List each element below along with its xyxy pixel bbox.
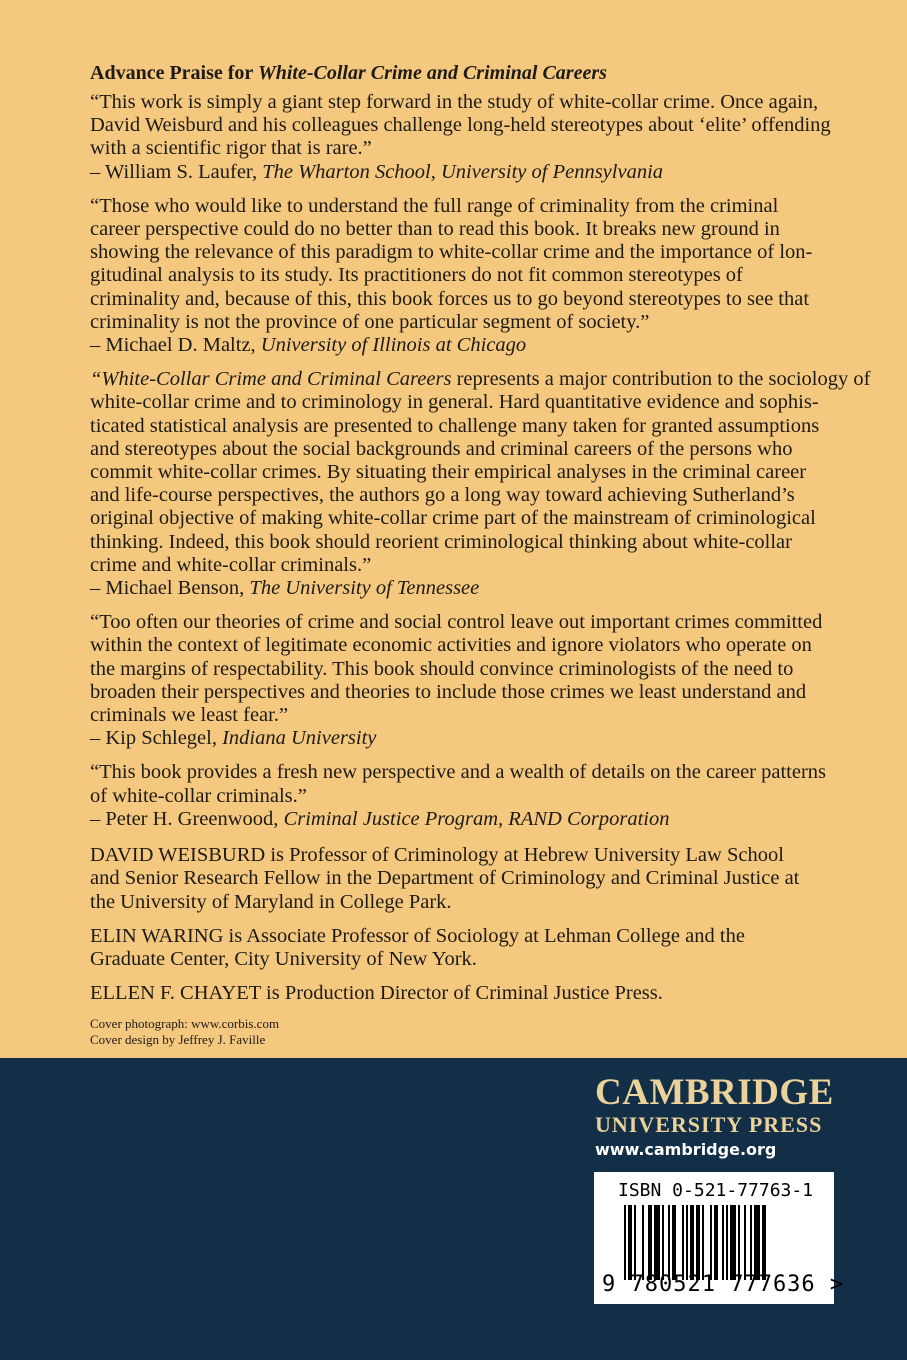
credits — [90, 1016, 890, 1048]
barcode-bar — [702, 1205, 704, 1280]
author-bio — [90, 925, 890, 971]
quote-line: commit white-collar crimes. By situating their empirical analyses in the criminal career — [90, 461, 807, 484]
barcode-bar — [744, 1205, 746, 1280]
quote-line: white-collar crime and to criminology in general. Hard quantitative evidence and sophis- — [90, 391, 819, 414]
quote-line: career perspective could do no better than to read this book. It breaks new ground in — [90, 218, 780, 241]
quote-line: “This work is simply a giant step forward in the study of white-collar crime. Once again, — [90, 91, 819, 113]
quote-line: ticated statistical analysis are presented to challenge many taken for granted assumptions — [90, 414, 820, 437]
quote-line: with a scientific rigor that is rare.” — [90, 137, 372, 160]
quote-line — [90, 368, 890, 391]
quote-line: of white-collar criminals.” — [90, 784, 307, 807]
attribution-affiliation: Indiana University — [222, 727, 377, 750]
quote-line: thinking. Indeed, this book should reorient criminological thinking about white-collar — [90, 530, 792, 553]
bio-line: ELLEN F. CHAYET is Production Director of Criminal Justice Press. — [90, 982, 663, 1005]
attribution-affiliation: The Wharton School, University of Pennsylvania — [262, 160, 664, 183]
barcode-bar — [762, 1205, 766, 1280]
attribution-name: – Kip Schlegel, — [90, 727, 223, 750]
bio-line: ELIN WARING is Associate Professor of Sociology at Lehman College and the — [90, 924, 745, 947]
quote-line: within the context of legitimate economic activities and ignore violators who operate on — [90, 634, 812, 657]
quote-line: original objective of making white-collar crime part of the mainstream of criminological — [90, 507, 816, 530]
barcode-bar — [672, 1205, 676, 1280]
quote-line: and life-course perspectives, the authors go a long way toward achieving Sutherland’s — [90, 484, 795, 507]
design-credit: Cover design by Jeffrey J. Faville — [90, 1032, 266, 1048]
attribution-affiliation: Criminal Justice Program, RAND Corporation — [283, 807, 670, 830]
bio-line: Graduate Center, City University of New York. — [90, 947, 477, 970]
isbn-label: ISBN 0-521-77763-1 — [618, 1180, 814, 1201]
bio-line: DAVID WEISBURD is Professor of Criminology at Hebrew University Law School — [90, 844, 784, 867]
barcode-bar — [654, 1205, 660, 1280]
attribution-name: – William S. Laufer, — [90, 160, 263, 183]
publisher-sub: UNIVERSITY PRESS — [595, 1112, 823, 1137]
attribution-affiliation: The University of Tennessee — [249, 577, 480, 600]
quote-line: “This book provides a fresh new perspective and a wealth of details on the career patterns — [90, 761, 827, 784]
barcode-bar — [686, 1205, 688, 1280]
barcode-box — [594, 1172, 845, 1304]
quote-attribution — [90, 577, 890, 600]
attribution-name: – Michael Benson, — [90, 577, 250, 600]
author-bio — [90, 844, 890, 914]
praise-quote — [90, 761, 890, 831]
barcode-bar — [624, 1205, 626, 1280]
quote-title-italic: “White-Collar Crime and Criminal Careers — [90, 368, 452, 391]
barcode-bar — [690, 1205, 694, 1280]
bio-line: and Senior Research Fellow in the Department of Criminology and Criminal Justice at — [90, 867, 800, 890]
praise-quote — [90, 91, 890, 184]
barcode-bar — [634, 1205, 636, 1280]
praise-quote — [90, 195, 890, 357]
quote-attribution — [90, 161, 890, 184]
barcode-bar — [628, 1205, 632, 1280]
quote-line: broaden their perspectives and theories to include those crimes we least understand and — [90, 680, 807, 703]
barcode-bar — [730, 1205, 736, 1280]
photo-credit: Cover photograph: www.corbis.com — [90, 1016, 280, 1032]
quote-line: showing the relevance of this paradigm to white-collar crime and the importance of lon- — [90, 241, 813, 264]
barcode-bar — [668, 1205, 670, 1280]
quote-text: represents a major contribution to the sociology of — [451, 368, 871, 391]
barcode-bar — [710, 1205, 712, 1280]
quote-line: “Those who would like to understand the full range of criminality from the criminal — [90, 194, 779, 217]
barcode-bar — [726, 1205, 728, 1280]
barcode-bar — [642, 1205, 644, 1280]
praise-heading — [90, 62, 890, 85]
barcode-bar — [648, 1205, 652, 1280]
barcode-bar — [722, 1205, 724, 1280]
praise-quote — [90, 611, 890, 750]
barcode-bar — [738, 1205, 740, 1280]
back-cover-text — [90, 62, 890, 1048]
quote-line: criminality and, because of this, this book forces us to go beyond stereotypes to see that — [90, 287, 810, 310]
quote-line: the margins of respectability. This book should convince criminologists of the need to — [90, 657, 794, 680]
publisher-logo — [595, 1074, 834, 1162]
barcode-bar — [750, 1205, 752, 1280]
quote-line: and stereotypes about the social backgrounds and criminal careers of the persons who — [90, 437, 793, 460]
quote-line: David Weisburd and his colleagues challenge long-held stereotypes about ‘elite’ offending — [90, 114, 831, 137]
attribution-name: – Michael D. Maltz, — [90, 334, 261, 357]
barcode-bar — [714, 1205, 718, 1280]
publisher-name: CAMBRIDGE — [595, 1072, 834, 1113]
barcode-bar — [682, 1205, 684, 1280]
quote-line: criminality is not the province of one particular segment of society.” — [90, 310, 650, 333]
quote-attribution — [90, 727, 890, 750]
author-bio — [90, 982, 890, 1005]
barcode-icon — [624, 1205, 814, 1280]
barcode-digits: 9 780521 777636 > — [602, 1272, 845, 1297]
book-title: White-Collar Crime and Criminal Careers — [257, 62, 607, 84]
barcode-bar — [696, 1205, 700, 1280]
barcode-bar — [754, 1205, 760, 1280]
quote-line: crime and white-collar criminals.” — [90, 553, 372, 576]
heading-prefix: Advance Praise for — [90, 62, 258, 84]
quote-attribution — [90, 808, 890, 831]
bio-line: the University of Maryland in College Park. — [90, 890, 452, 913]
praise-quote — [90, 368, 890, 600]
attribution-affiliation: University of Illinois at Chicago — [260, 334, 527, 357]
quote-attribution — [90, 334, 890, 357]
quote-line: “Too often our theories of crime and social control leave out important crimes committed — [90, 611, 823, 634]
barcode-bar — [662, 1205, 664, 1280]
quote-line: gitudinal analysis to its study. Its practitioners do not fit common stereotypes of — [90, 264, 743, 287]
publisher-url: www.cambridge.org — [595, 1140, 777, 1159]
quote-line: criminals we least fear.” — [90, 704, 289, 727]
attribution-name: – Peter H. Greenwood, — [90, 807, 284, 830]
